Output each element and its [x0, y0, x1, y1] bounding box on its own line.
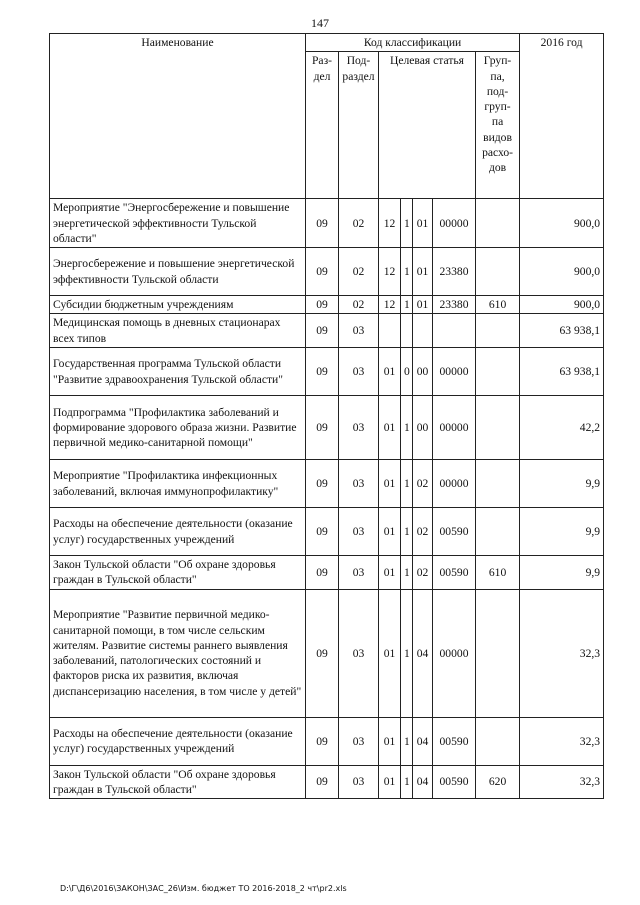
row-target-program — [379, 314, 401, 348]
row-podrazdel: 02 — [339, 199, 379, 248]
row-amount: 9,9 — [520, 556, 604, 590]
row-target-program: 01 — [379, 765, 401, 799]
row-group — [476, 717, 520, 765]
row-target-subprogram: 1 — [401, 396, 413, 460]
row-target-event: 01 — [413, 296, 433, 314]
row-amount: 900,0 — [520, 296, 604, 314]
row-target-program: 01 — [379, 589, 401, 717]
row-group — [476, 199, 520, 248]
row-target-event: 00 — [413, 348, 433, 396]
row-target-program: 01 — [379, 717, 401, 765]
row-target-direction: 23380 — [433, 248, 476, 296]
table-row — [50, 348, 604, 396]
row-target-event: 02 — [413, 460, 433, 508]
row-target-subprogram: 1 — [401, 556, 413, 590]
row-target-event: 01 — [413, 199, 433, 248]
row-amount: 9,9 — [520, 460, 604, 508]
row-target-direction: 00000 — [433, 460, 476, 508]
row-group — [476, 508, 520, 556]
row-podrazdel: 03 — [339, 765, 379, 799]
row-target-direction: 00000 — [433, 348, 476, 396]
row-amount: 32,3 — [520, 589, 604, 717]
table-row — [50, 460, 604, 508]
table-row — [50, 396, 604, 460]
row-razdel: 09 — [306, 248, 339, 296]
row-name: Медицинская помощь в дневных стационарах всех типов — [50, 314, 306, 348]
row-target-subprogram: 1 — [401, 199, 413, 248]
row-group: 610 — [476, 556, 520, 590]
row-group — [476, 248, 520, 296]
row-name: Мероприятие "Энергосбережение и повышение энергетической эффективности Тульской области" — [50, 199, 306, 248]
row-razdel: 09 — [306, 314, 339, 348]
header-year: 2016 год — [520, 34, 604, 199]
row-razdel: 09 — [306, 296, 339, 314]
table-row — [50, 508, 604, 556]
row-target-subprogram: 1 — [401, 460, 413, 508]
row-name: Мероприятие "Развитие первичной медико-санитарной помощи, в том числе сельским жителям. Развитие системы раннего выявления заболеваний, патологических состояний и факторов риска их развития, включая диспансеризацию населения, в том числе у детей" — [50, 589, 306, 717]
row-group — [476, 396, 520, 460]
row-name: Расходы на обеспечение деятельности (оказание услуг) государственных учреждений — [50, 508, 306, 556]
row-target-event: 04 — [413, 589, 433, 717]
row-target-program: 01 — [379, 396, 401, 460]
row-target-direction: 00000 — [433, 199, 476, 248]
row-podrazdel: 02 — [339, 248, 379, 296]
table-row — [50, 556, 604, 590]
row-podrazdel: 03 — [339, 314, 379, 348]
row-podrazdel: 03 — [339, 348, 379, 396]
page-number: 147 — [311, 16, 329, 30]
table-row — [50, 199, 604, 248]
row-target-program: 01 — [379, 508, 401, 556]
row-name: Закон Тульской области "Об охране здоровья граждан в Тульской области" — [50, 556, 306, 590]
file-path-footer: D:\Г\Д6\2016\ЗАКОН\ЗАС_26\Изм. бюджет ТО 2016-2018_2 чт\pr2.xls — [60, 884, 347, 893]
row-target-subprogram: 1 — [401, 765, 413, 799]
table-row — [50, 765, 604, 799]
row-group — [476, 460, 520, 508]
row-group: 620 — [476, 765, 520, 799]
row-razdel: 09 — [306, 348, 339, 396]
row-target-direction: 00590 — [433, 765, 476, 799]
table-row — [50, 589, 604, 717]
row-target-subprogram: 1 — [401, 296, 413, 314]
row-target-program: 12 — [379, 199, 401, 248]
header-group: Груп-па, под-груп-па видов расхо-дов — [476, 52, 520, 199]
row-name: Государственная программа Тульской области "Развитие здравоохранения Тульской области" — [50, 348, 306, 396]
row-target-subprogram — [401, 314, 413, 348]
row-podrazdel: 03 — [339, 717, 379, 765]
header-name: Наименование — [50, 34, 306, 199]
row-podrazdel: 03 — [339, 460, 379, 508]
row-target-event: 01 — [413, 248, 433, 296]
header-code: Код классификации — [306, 34, 520, 52]
row-razdel: 09 — [306, 460, 339, 508]
row-group — [476, 348, 520, 396]
budget-table — [49, 33, 604, 799]
row-target-event: 04 — [413, 717, 433, 765]
row-target-event: 02 — [413, 508, 433, 556]
row-amount: 900,0 — [520, 199, 604, 248]
row-target-direction: 00000 — [433, 589, 476, 717]
row-target-program: 12 — [379, 248, 401, 296]
row-target-program: 01 — [379, 460, 401, 508]
row-name: Энергосбережение и повышение энергетической эффективности Тульской области — [50, 248, 306, 296]
row-target-event: 02 — [413, 556, 433, 590]
row-name: Субсидии бюджетным учреждениям — [50, 296, 306, 314]
row-razdel: 09 — [306, 765, 339, 799]
row-amount: 63 938,1 — [520, 314, 604, 348]
row-target-subprogram: 1 — [401, 589, 413, 717]
row-target-subprogram: 0 — [401, 348, 413, 396]
row-podrazdel: 02 — [339, 296, 379, 314]
row-amount: 900,0 — [520, 248, 604, 296]
header-razdel: Раз-дел — [306, 52, 339, 199]
row-group — [476, 589, 520, 717]
row-podrazdel: 03 — [339, 556, 379, 590]
row-target-subprogram: 1 — [401, 717, 413, 765]
row-amount: 63 938,1 — [520, 348, 604, 396]
row-target-program: 01 — [379, 348, 401, 396]
header-podrazdel: Под-раздел — [339, 52, 379, 199]
row-amount: 9,9 — [520, 508, 604, 556]
row-amount: 42,2 — [520, 396, 604, 460]
row-target-event: 00 — [413, 396, 433, 460]
table-row — [50, 717, 604, 765]
row-group — [476, 314, 520, 348]
row-name: Мероприятие "Профилактика инфекционных заболеваний, включая иммунопрофилактику" — [50, 460, 306, 508]
row-razdel: 09 — [306, 717, 339, 765]
row-podrazdel: 03 — [339, 589, 379, 717]
row-podrazdel: 03 — [339, 396, 379, 460]
row-name: Закон Тульской области "Об охране здоровья граждан в Тульской области" — [50, 765, 306, 799]
row-target-program: 12 — [379, 296, 401, 314]
table-row — [50, 296, 604, 314]
row-amount: 32,3 — [520, 765, 604, 799]
row-razdel: 09 — [306, 396, 339, 460]
row-target-direction: 00590 — [433, 556, 476, 590]
row-target-direction: 00590 — [433, 508, 476, 556]
row-name: Расходы на обеспечение деятельности (оказание услуг) государственных учреждений — [50, 717, 306, 765]
row-name: Подпрограмма "Профилактика заболеваний и формирование здорового образа жизни. Развитие первичной медико-санитарной помощи" — [50, 396, 306, 460]
header-target: Целевая статья — [379, 52, 476, 199]
row-target-subprogram: 1 — [401, 248, 413, 296]
row-target-event: 04 — [413, 765, 433, 799]
row-amount: 32,3 — [520, 717, 604, 765]
row-razdel: 09 — [306, 589, 339, 717]
row-target-program: 01 — [379, 556, 401, 590]
row-target-event — [413, 314, 433, 348]
row-target-direction: 00000 — [433, 396, 476, 460]
row-target-direction: 23380 — [433, 296, 476, 314]
row-razdel: 09 — [306, 199, 339, 248]
row-target-subprogram: 1 — [401, 508, 413, 556]
row-target-direction — [433, 314, 476, 348]
table-row — [50, 248, 604, 296]
row-group: 610 — [476, 296, 520, 314]
row-target-direction: 00590 — [433, 717, 476, 765]
row-razdel: 09 — [306, 508, 339, 556]
row-razdel: 09 — [306, 556, 339, 590]
row-podrazdel: 03 — [339, 508, 379, 556]
table-row — [50, 314, 604, 348]
